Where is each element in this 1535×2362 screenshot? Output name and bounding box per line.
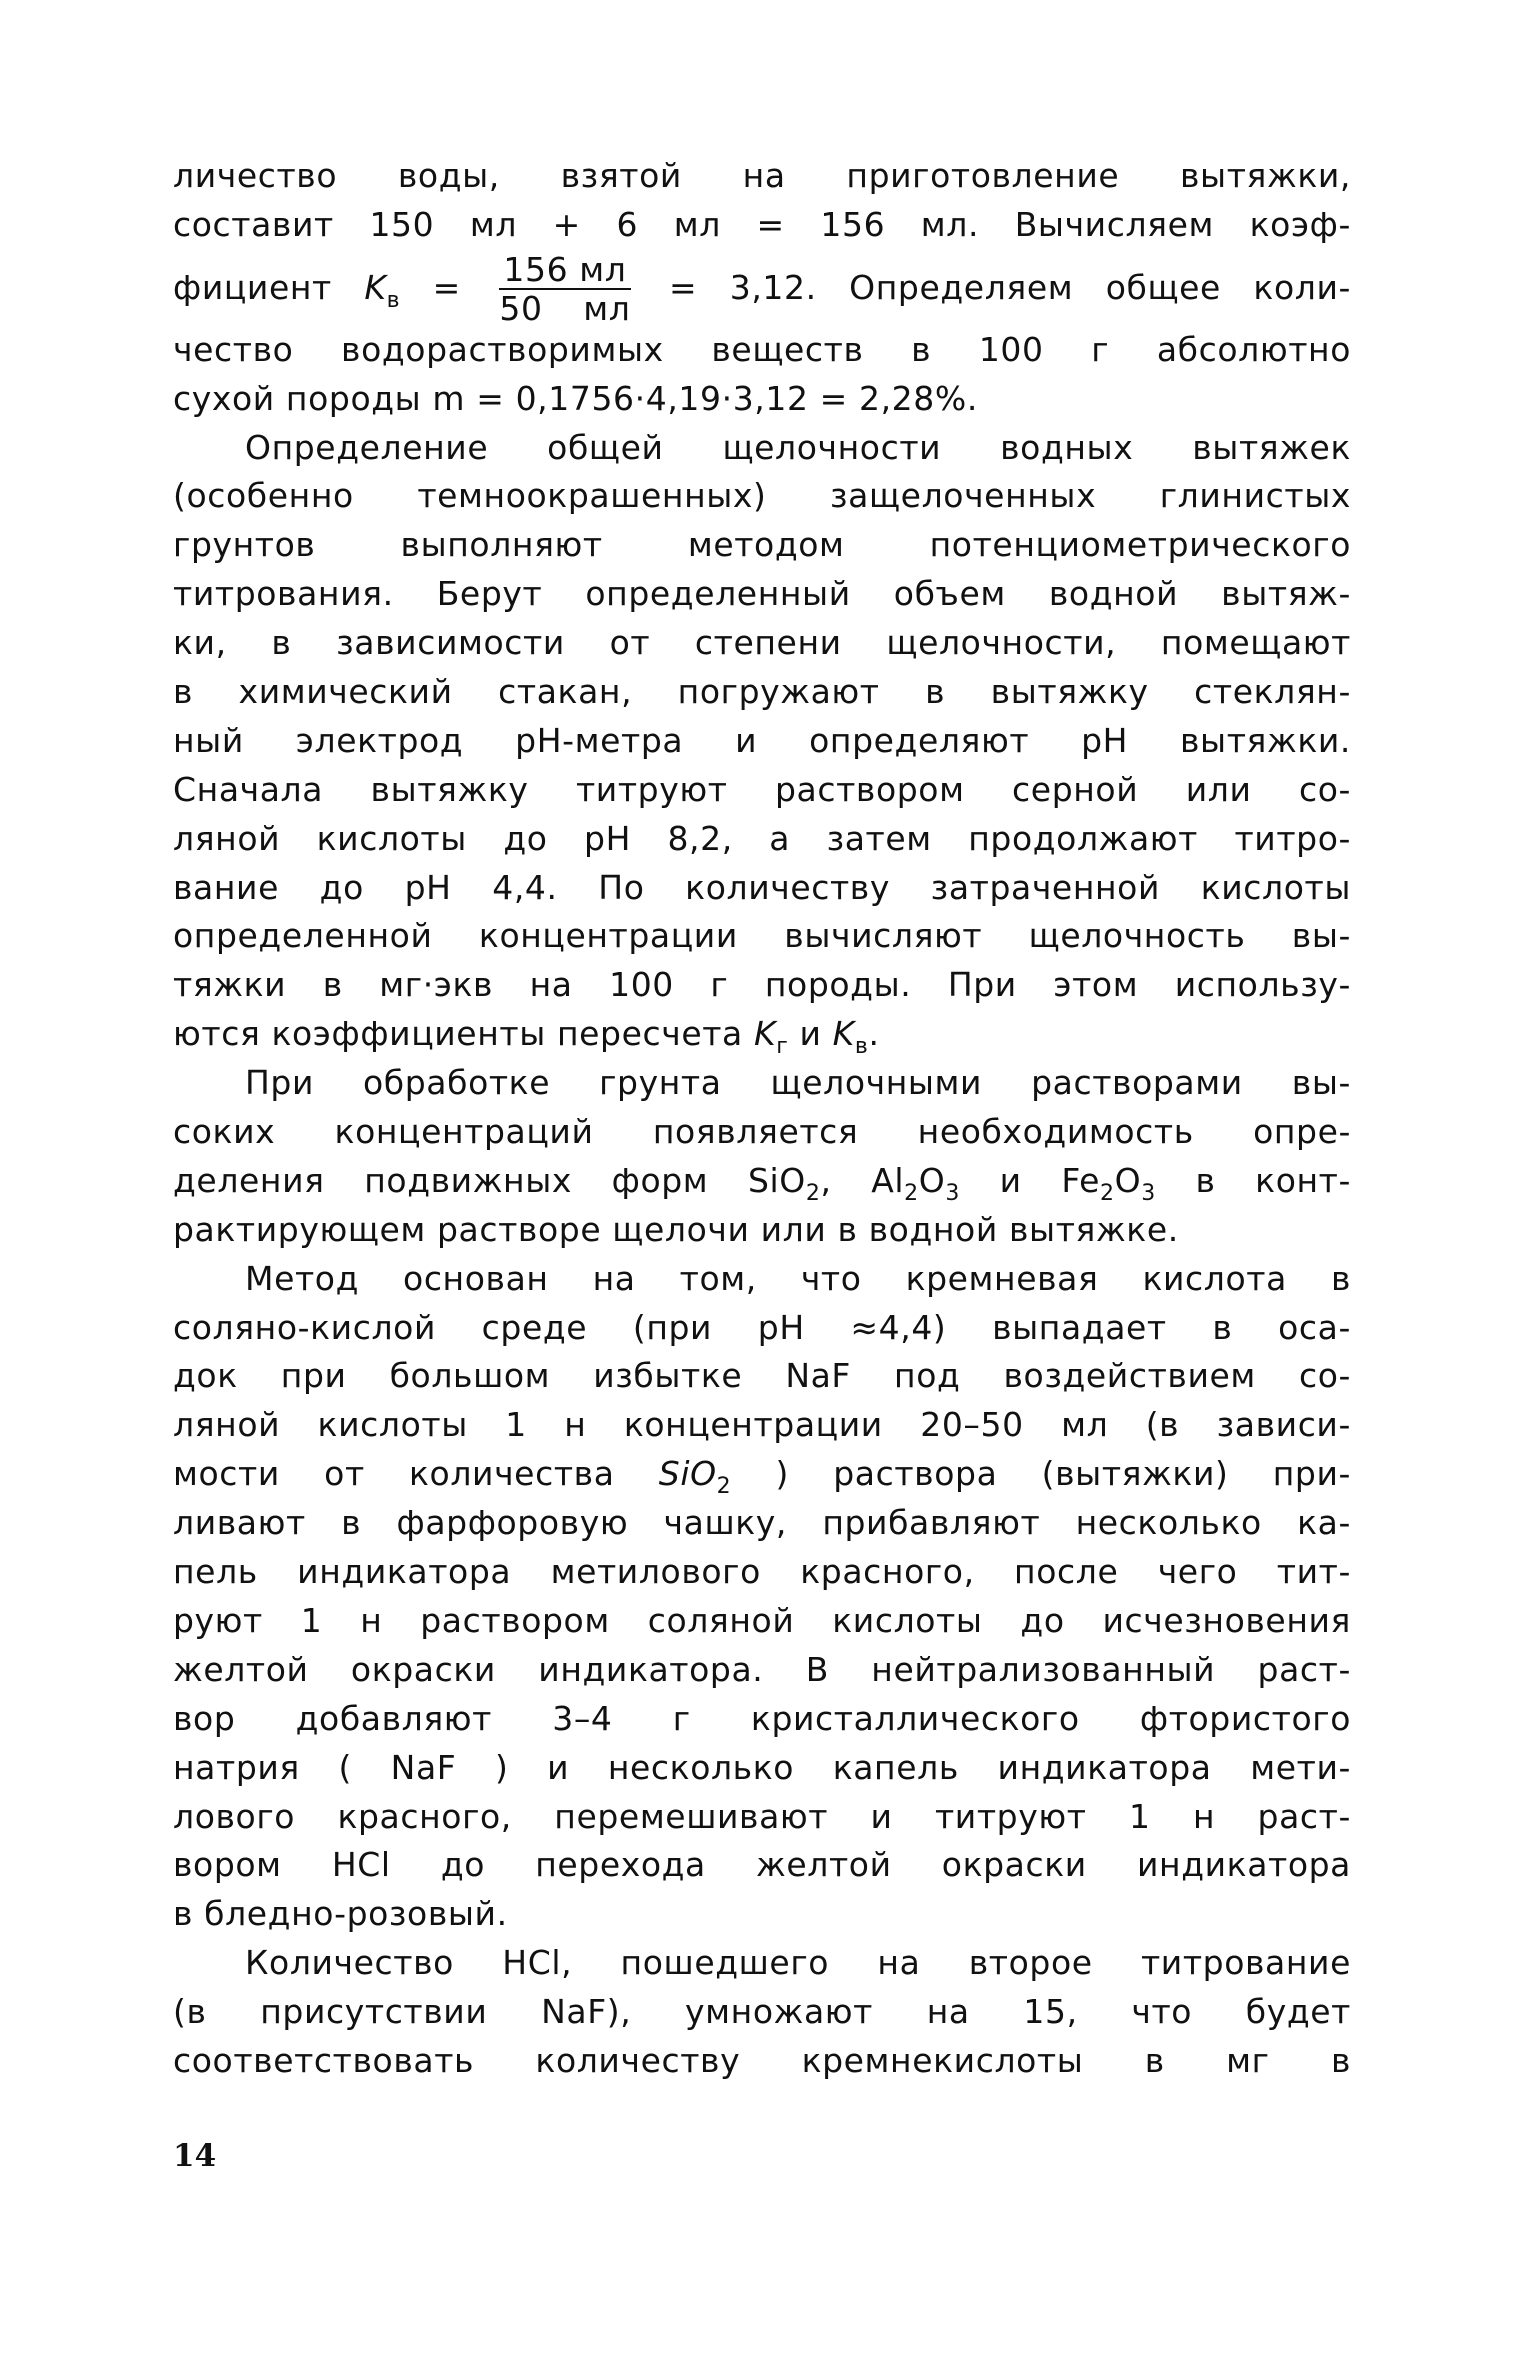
- subscript: 2: [904, 1180, 919, 1206]
- formula-al2o3: Al: [871, 1160, 905, 1200]
- coefficient-k-g-subscript: г: [776, 1034, 789, 1060]
- coefficient-k-v-subscript: в: [854, 1034, 869, 1060]
- coefficient-subscript: в: [386, 287, 401, 313]
- period: .: [868, 1014, 880, 1054]
- subscript: 3: [945, 1180, 960, 1206]
- text-line: (особенно темноокрашенных) защелоченных глинистых: [173, 476, 1351, 516]
- separator: ,: [820, 1160, 872, 1200]
- text-line: руют 1 н раствором соляной кислоты до исчезновения: [173, 1600, 1351, 1640]
- text-line: грунтов выполняют методом потенциометрического: [173, 525, 1351, 565]
- fraction: [499, 250, 631, 329]
- subscript: 2: [805, 1180, 821, 1206]
- coefficient-symbol: K: [364, 267, 387, 307]
- fraction-numerator: 156 мл: [499, 253, 630, 290]
- text-line: пель индикатора метилового красного, после чего тит-: [173, 1552, 1351, 1592]
- text-line: сухой породы m = 0,1756·4,19·3,12 = 2,28%.: [173, 378, 978, 418]
- conjunction: и: [959, 1160, 1062, 1200]
- text-line: вание до pH 4,4. По количеству затраченной кислоты: [173, 867, 1351, 907]
- text-line: ки, в зависимости от степени щелочности, помещают: [173, 623, 1351, 663]
- text-line: (в присутствии NaF), умножают на 15, что будет: [173, 1992, 1351, 2032]
- formula-line: [173, 250, 1351, 329]
- page-number: 14: [173, 2138, 217, 2174]
- formula-suffix: = 3,12. Определяем общее коли-: [636, 267, 1351, 307]
- forms-tail: в конт-: [1155, 1160, 1351, 1200]
- text-line: определенной концентрации вычисляют щелочность вы-: [173, 916, 1351, 956]
- equals-sign: =: [400, 267, 494, 307]
- subscript: 3: [1141, 1180, 1156, 1206]
- text-line: соляно-кислой среде (при pH ≈4,4) выпадает в оса-: [173, 1307, 1351, 1347]
- text-line: титрования. Берут определенный объем водной вытяж-: [173, 574, 1351, 614]
- text-line: чество водорастворимых веществ в 100 г абсолютно: [173, 329, 1351, 369]
- sio2-tail: ) раствора (вытяжки) при-: [731, 1454, 1351, 1494]
- paragraph-start-line: Метод основан на том, что кремневая кислота в: [245, 1258, 1351, 1298]
- body-text: [173, 152, 1351, 2086]
- sio2-line: [173, 1450, 1351, 1499]
- formula-prefix: фициент: [173, 267, 365, 307]
- coefficients-line: [173, 1010, 1351, 1059]
- formula-fe2o3: Fe: [1061, 1160, 1101, 1200]
- text-line: вором HCl до перехода желтой окраски индикатора: [173, 1845, 1351, 1885]
- text-line: ный электрод pH-метра и определяют pH вытяжки.: [173, 720, 1351, 760]
- coefficient-k-v: K: [832, 1014, 855, 1054]
- text-line: тяжки в мг·экв на 100 г породы. При этом использу-: [173, 965, 1351, 1005]
- subscript: 2: [716, 1474, 732, 1500]
- text-line: натрия ( NaF ) и несколько капель индикатора мети-: [173, 1747, 1351, 1787]
- paragraph-start-line: При обработке грунта щелочными растворами вы-: [245, 1063, 1351, 1103]
- text-line: личество воды, взятой на приготовление вытяжки,: [173, 156, 1351, 195]
- text-line: док при большом избытке NaF под воздействием со-: [173, 1356, 1351, 1396]
- formula-sio2: SiO: [747, 1160, 806, 1200]
- paragraph-start-line: Количество HCl, пошедшего на второе титрование: [245, 1943, 1351, 1983]
- text-line: соких концентраций появляется необходимость опре-: [173, 1112, 1351, 1152]
- text-line: ляной кислоты до pH 8,2, а затем продолжают титро-: [173, 818, 1351, 858]
- paragraph-start-line: Определение общей щелочности водных вытяжек: [245, 427, 1351, 467]
- subscript: 2: [1100, 1180, 1115, 1206]
- formula-fe2o3-oxygen: O: [1114, 1160, 1142, 1200]
- text-line: в химический стакан, погружают в вытяжку стеклян-: [173, 672, 1351, 712]
- text-line: соответствовать количеству кремнекислоты в мг в: [173, 2040, 1351, 2080]
- text-line: ливают в фарфоровую чашку, прибавляют несколько ка-: [173, 1503, 1351, 1543]
- text-line: вор добавляют 3–4 г кристаллического фтористого: [173, 1698, 1351, 1738]
- sio2-text: мости от количества: [173, 1454, 659, 1494]
- text-line: Сначала вытяжку титруют раствором серной или со-: [173, 769, 1351, 809]
- conjunction: и: [788, 1014, 833, 1054]
- formula-sio2: SiO: [658, 1454, 717, 1494]
- fraction-denominator: 50 мл: [499, 289, 631, 329]
- text-line: составит 150 мл + 6 мл = 156 мл. Вычисляем коэф-: [173, 204, 1351, 244]
- coefficient-k-g: K: [753, 1014, 777, 1054]
- forms-line: [173, 1157, 1351, 1206]
- text-line: в бледно-розовый.: [173, 1894, 508, 1934]
- text-line: желтой окраски индикатора. В нейтрализованный раст-: [173, 1649, 1351, 1689]
- text-line: лового красного, перемешивают и титруют 1 н раст-: [173, 1796, 1351, 1836]
- forms-text: деления подвижных форм: [173, 1160, 748, 1200]
- coefficients-text: ются коэффициенты пересчета: [173, 1014, 754, 1054]
- text-line: рактирующем растворе щелочи или в водной вытяжке.: [173, 1209, 1179, 1249]
- text-line: ляной кислоты 1 н концентрации 20–50 мл (в зависи-: [173, 1405, 1351, 1445]
- formula-al2o3-oxygen: O: [918, 1160, 946, 1200]
